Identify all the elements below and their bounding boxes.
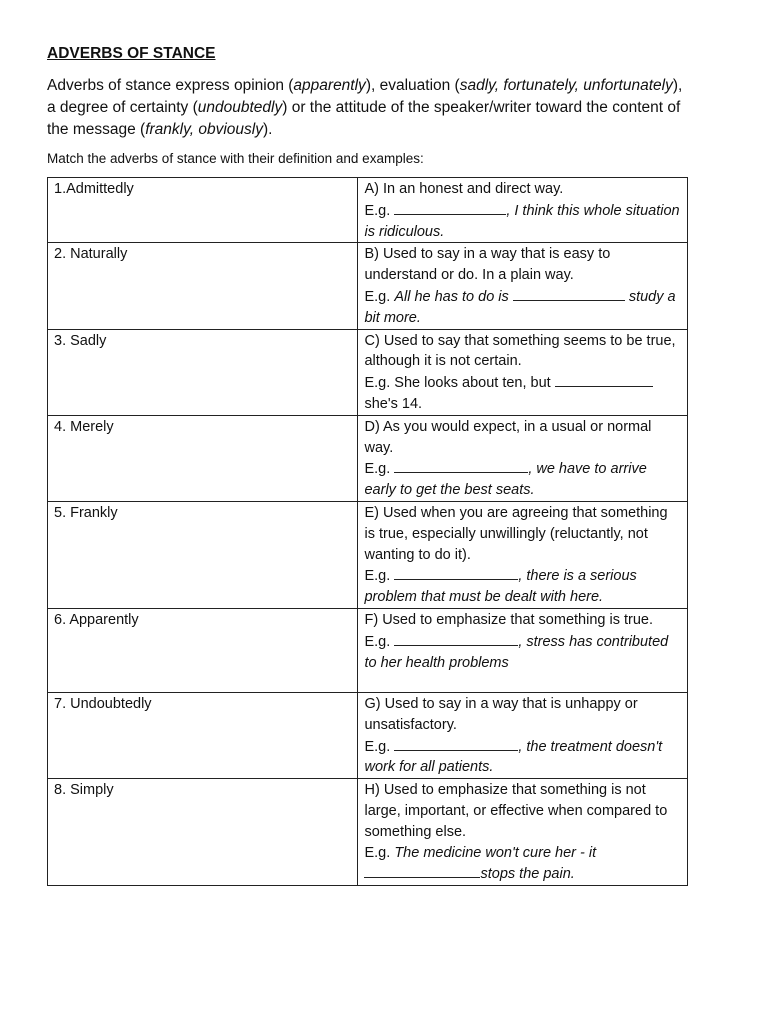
example-after: , the treatment doesn't work for all patients. (364, 738, 663, 776)
example-after: she's 14. (364, 395, 423, 412)
example-line (364, 200, 681, 243)
intro-example: sadly, fortunately, unfortunately (459, 77, 673, 94)
table-row (48, 415, 688, 501)
answer-blank[interactable] (394, 736, 518, 751)
definition-cell (358, 415, 688, 501)
definition-cell (358, 243, 688, 329)
example-prefix: E.g. (364, 844, 395, 861)
definition-cell (358, 779, 688, 886)
definition-text: D) As you would expect, in a usual or normal way. (364, 418, 652, 456)
adverb-label: 5. Frankly (54, 504, 118, 521)
answer-blank[interactable] (394, 631, 518, 646)
intro-paragraph (47, 75, 692, 141)
intro-text: ), a degree of certainty ( (47, 77, 683, 116)
table-row (48, 178, 688, 243)
table-row (48, 692, 688, 778)
example-line (364, 631, 681, 674)
page-title: ADVERBS OF STANCE (47, 45, 216, 62)
answer-blank[interactable] (394, 565, 518, 580)
worksheet-page (47, 44, 692, 886)
example-after: , there is a serious problem that must be dealt with here. (364, 568, 637, 606)
example-after: , stress has contributed to her health problems (364, 633, 669, 671)
adverb-cell (48, 415, 358, 501)
example-prefix: E.g. (364, 633, 395, 650)
intro-example: apparently (293, 77, 366, 94)
example-before: All he has to do is (394, 288, 513, 305)
intro-text: ) or the attitude of the speaker/writer toward the content of the message ( (47, 99, 681, 138)
example-after: , we have to arrive early to get the best seats. (364, 461, 647, 499)
definition-cell (358, 608, 688, 692)
adverb-cell (48, 608, 358, 692)
example-line (364, 843, 681, 886)
table-row (48, 329, 688, 415)
example-after: stops the pain. (480, 866, 575, 883)
definition-cell (358, 692, 688, 778)
adverb-label: 1.Admittedly (54, 181, 134, 197)
example-prefix: E.g. (364, 738, 395, 755)
adverb-cell (48, 501, 358, 608)
definition-text: E) Used when you are agreeing that something is true, especially unwillingly (reluctantly, not wanting to do it). (364, 504, 668, 563)
example-prefix: E.g. (364, 568, 395, 585)
definition-text: C) Used to say that something seems to be true, although it is not certain. (364, 332, 676, 370)
matching-table (47, 177, 688, 886)
intro-example: undoubtedly (197, 99, 283, 116)
adverb-cell (48, 692, 358, 778)
example-after: , I think this whole situation is ridiculous. (364, 202, 680, 240)
table-row (48, 501, 688, 608)
adverb-cell (48, 779, 358, 886)
definition-text: H) Used to emphasize that something is not large, important, or effective when compared to something else. (364, 782, 668, 840)
adverb-label: 6. Apparently (54, 611, 139, 628)
adverb-label: 2. Naturally (54, 246, 128, 263)
intro-example: frankly, obviously (145, 121, 263, 138)
table-row (48, 779, 688, 886)
example-line (364, 458, 681, 501)
definition-text: B) Used to say in a way that is easy to understand or do. In a plain way. (364, 246, 611, 284)
adverb-cell (48, 243, 358, 329)
example-before: The medicine won't cure her - it (394, 844, 597, 861)
adverb-label: 4. Merely (54, 418, 114, 435)
definition-text: G) Used to say in a way that is unhappy or unsatisfactory. (364, 695, 638, 733)
example-prefix: E.g. (364, 202, 395, 219)
intro-text: ). (262, 121, 273, 138)
example-prefix: E.g. (364, 288, 395, 305)
definition-text: F) Used to emphasize that something is true. (364, 611, 654, 628)
adverb-label: 3. Sadly (54, 332, 107, 349)
definition-cell (358, 501, 688, 608)
intro-text: Adverbs of stance express opinion ( (47, 77, 294, 94)
example-prefix: E.g. She looks about ten, but (364, 375, 555, 392)
adverb-label: 7. Undoubtedly (54, 695, 152, 712)
intro-text: ), evaluation ( (365, 77, 460, 94)
answer-blank[interactable] (555, 372, 653, 387)
answer-blank[interactable] (513, 286, 625, 301)
example-prefix: E.g. (364, 461, 395, 478)
example-line (364, 565, 681, 608)
table-row (48, 608, 688, 692)
definition-cell (358, 178, 688, 243)
example-line (364, 736, 681, 779)
definition-text: A) In an honest and direct way. (364, 181, 564, 197)
table-row (48, 243, 688, 329)
definition-cell (358, 329, 688, 415)
answer-blank[interactable] (364, 863, 480, 878)
adverb-cell (48, 178, 358, 243)
example-after: study a bit more. (364, 288, 676, 326)
example-line (364, 286, 681, 329)
answer-blank[interactable] (394, 200, 506, 215)
adverb-label: 8. Simply (54, 782, 114, 799)
instruction-text: Match the adverbs of stance with their definition and examples: (47, 151, 424, 166)
adverb-cell (48, 329, 358, 415)
answer-blank[interactable] (394, 458, 528, 473)
example-line (364, 372, 681, 415)
